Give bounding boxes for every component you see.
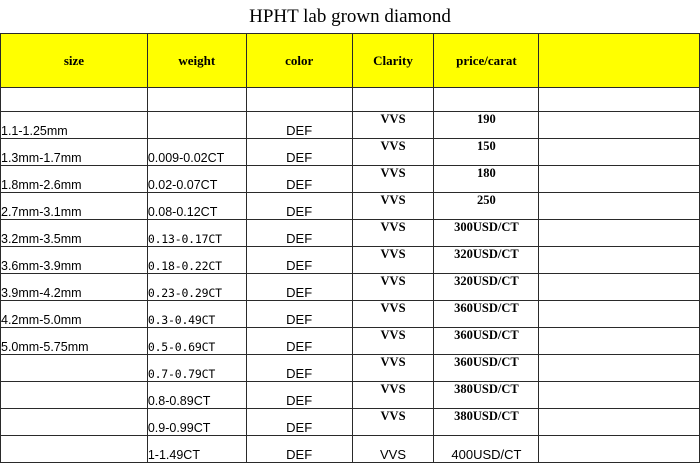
cell-clarity: VVS [352, 301, 434, 328]
cell-clarity: VVS [352, 409, 434, 436]
cell-color: DEF [246, 220, 352, 247]
cell-size [1, 409, 148, 436]
cell-price: 360USD/CT [434, 328, 539, 355]
cell-clarity: VVS [352, 355, 434, 382]
cell-clarity: VVS [352, 274, 434, 301]
table-row [1, 328, 700, 355]
cell-price: 320USD/CT [434, 247, 539, 274]
blank-cell [1, 88, 148, 112]
cell-size: 5.0mm-5.75mm [1, 328, 148, 355]
cell-size: 1.3mm-1.7mm [1, 139, 148, 166]
cell-clarity: VVS [352, 139, 434, 166]
sheet-title: HPHT lab grown diamond [249, 6, 451, 27]
cell-extra [539, 382, 700, 409]
cell-weight: 0.9-0.99CT [147, 409, 246, 436]
cell-price: 380USD/CT [434, 409, 539, 436]
cell-clarity: VVS [352, 382, 434, 409]
cell-size: 3.6mm-3.9mm [1, 247, 148, 274]
cell-price: 180 [434, 166, 539, 193]
header-extra [539, 34, 700, 88]
cell-clarity: VVS [352, 166, 434, 193]
cell-weight: 0.18-0.22CT [147, 247, 246, 274]
cell-size: 1.8mm-2.6mm [1, 166, 148, 193]
table-row [1, 355, 700, 382]
table-row [1, 193, 700, 220]
cell-extra [539, 274, 700, 301]
cell-weight: 0.009-0.02CT [147, 139, 246, 166]
table-row [1, 301, 700, 328]
cell-extra [539, 301, 700, 328]
cell-price: 190 [434, 112, 539, 139]
header-price: price/carat [434, 34, 539, 88]
header-color: color [246, 34, 352, 88]
cell-clarity: VVS [352, 247, 434, 274]
cell-extra [539, 139, 700, 166]
cell-weight [147, 112, 246, 139]
cell-size: 4.2mm-5.0mm [1, 301, 148, 328]
cell-clarity: VVS [352, 112, 434, 139]
price-rows [1, 112, 700, 463]
cell-color: DEF [246, 247, 352, 274]
header-clarity: Clarity [352, 34, 434, 88]
cell-price: 150 [434, 139, 539, 166]
cell-extra [539, 436, 700, 463]
cell-color: DEF [246, 382, 352, 409]
cell-extra [539, 328, 700, 355]
table-row [1, 409, 700, 436]
cell-size: 3.9mm-4.2mm [1, 274, 148, 301]
cell-color: DEF [246, 409, 352, 436]
cell-size [1, 355, 148, 382]
cell-extra [539, 166, 700, 193]
price-table [0, 33, 700, 463]
cell-size [1, 436, 148, 463]
cell-size: 2.7mm-3.1mm [1, 193, 148, 220]
cell-extra [539, 409, 700, 436]
cell-extra [539, 112, 700, 139]
cell-color: DEF [246, 301, 352, 328]
cell-weight: 0.3-0.49CT [147, 301, 246, 328]
table-row [1, 274, 700, 301]
cell-clarity: VVS [352, 220, 434, 247]
cell-color: DEF [246, 328, 352, 355]
cell-price: 360USD/CT [434, 301, 539, 328]
cell-size: 1.1-1.25mm [1, 112, 148, 139]
header-size: size [1, 34, 148, 88]
cell-price: 380USD/CT [434, 382, 539, 409]
table-row [1, 166, 700, 193]
blank-cell [352, 88, 434, 112]
cell-size: 3.2mm-3.5mm [1, 220, 148, 247]
header-row [1, 34, 700, 88]
cell-clarity: VVS [352, 436, 434, 463]
cell-price: 320USD/CT [434, 274, 539, 301]
table-row [1, 436, 700, 463]
cell-clarity: VVS [352, 328, 434, 355]
cell-weight: 1-1.49CT [147, 436, 246, 463]
cell-weight: 0.5-0.69CT [147, 328, 246, 355]
cell-extra [539, 355, 700, 382]
cell-extra [539, 247, 700, 274]
cell-extra [539, 193, 700, 220]
table-row [1, 382, 700, 409]
cell-weight: 0.08-0.12CT [147, 193, 246, 220]
cell-price: 400USD/CT [434, 436, 539, 463]
cell-weight: 0.23-0.29CT [147, 274, 246, 301]
cell-price: 300USD/CT [434, 220, 539, 247]
blank-cell [246, 88, 352, 112]
blank-row [1, 88, 700, 112]
cell-price: 360USD/CT [434, 355, 539, 382]
table-row [1, 112, 700, 139]
cell-color: DEF [246, 436, 352, 463]
cell-price: 250 [434, 193, 539, 220]
cell-size [1, 382, 148, 409]
table-row [1, 220, 700, 247]
blank-cell [147, 88, 246, 112]
cell-color: DEF [246, 274, 352, 301]
cell-clarity: VVS [352, 193, 434, 220]
cell-color: DEF [246, 112, 352, 139]
blank-cell [434, 88, 539, 112]
header-weight: weight [147, 34, 246, 88]
cell-color: DEF [246, 166, 352, 193]
cell-weight: 0.13-0.17CT [147, 220, 246, 247]
cell-color: DEF [246, 193, 352, 220]
cell-weight: 0.7-0.79CT [147, 355, 246, 382]
cell-weight: 0.02-0.07CT [147, 166, 246, 193]
blank-cell [539, 88, 700, 112]
table-row [1, 247, 700, 274]
cell-weight: 0.8-0.89CT [147, 382, 246, 409]
cell-color: DEF [246, 355, 352, 382]
cell-color: DEF [246, 139, 352, 166]
table-row [1, 139, 700, 166]
cell-extra [539, 220, 700, 247]
